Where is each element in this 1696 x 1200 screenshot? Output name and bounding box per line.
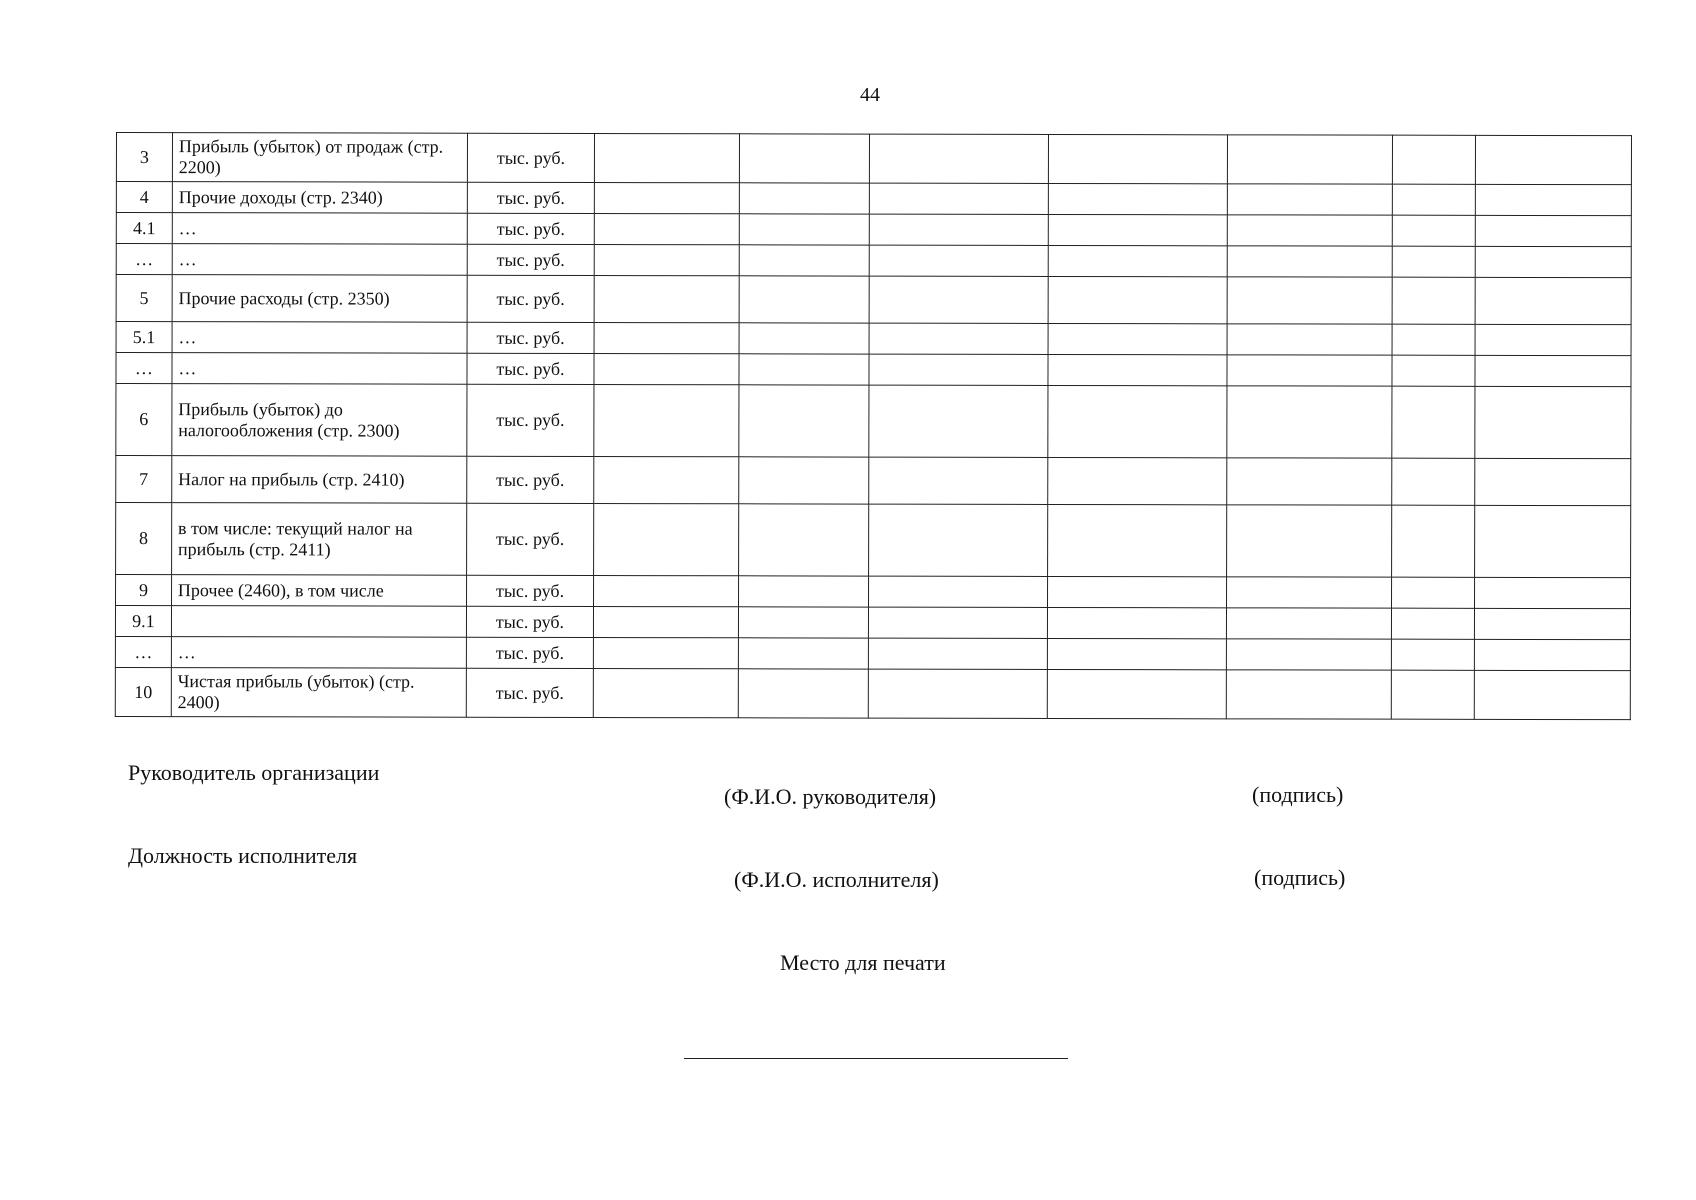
row-unit: тыс. руб. — [467, 133, 594, 182]
value-cell — [1474, 458, 1631, 505]
row-unit: тыс. руб. — [466, 575, 593, 606]
value-cell — [869, 134, 1048, 183]
row-indicator: Налог на прибыль (стр. 2410) — [172, 456, 467, 504]
value-cell — [594, 354, 739, 385]
row-number: 4.1 — [116, 213, 172, 244]
value-cell — [1047, 576, 1226, 607]
stamp-place-label: Место для печати — [780, 950, 946, 975]
executor-name-caption: (Ф.И.О. исполнителя) — [734, 867, 939, 892]
value-cell — [594, 276, 739, 323]
row-number: 3 — [116, 133, 172, 182]
value-cell — [1392, 184, 1475, 215]
value-cell — [594, 385, 739, 457]
row-indicator: в том числе: текущий налог на прибыль (стр. 2411) — [171, 503, 466, 576]
value-cell — [1227, 246, 1392, 277]
row-number: 5 — [116, 275, 172, 322]
row-number: 5.1 — [116, 322, 172, 353]
value-cell — [740, 276, 870, 323]
table-row — [116, 456, 1631, 506]
value-cell — [1392, 246, 1475, 277]
row-indicator: Прочее (2460), в том числе — [171, 575, 466, 607]
row-unit: тыс. руб. — [466, 637, 593, 668]
value-cell — [1227, 184, 1392, 215]
row-unit: тыс. руб. — [466, 668, 593, 717]
row-unit: тыс. руб. — [467, 244, 594, 275]
value-cell — [1392, 458, 1475, 505]
table-row — [116, 213, 1631, 247]
table-row — [116, 353, 1631, 387]
row-number: … — [116, 244, 172, 275]
value-cell — [1227, 215, 1392, 246]
row-number: 4 — [116, 182, 172, 213]
value-cell — [1475, 215, 1632, 246]
row-unit: тыс. руб. — [467, 275, 594, 322]
row-indicator: … — [172, 213, 467, 245]
value-cell — [739, 354, 869, 385]
value-cell — [869, 323, 1048, 354]
row-number: … — [115, 636, 171, 667]
row-number: 8 — [116, 503, 172, 575]
value-cell — [869, 245, 1048, 276]
end-divider-line — [684, 1058, 1068, 1059]
row-indicator: … — [172, 322, 467, 354]
value-cell — [1474, 505, 1631, 577]
value-cell — [1392, 135, 1475, 184]
value-cell — [1474, 577, 1631, 608]
row-number: … — [116, 353, 172, 384]
value-cell — [1391, 577, 1474, 608]
value-cell — [594, 607, 739, 638]
value-cell — [1227, 135, 1392, 184]
value-cell — [739, 504, 869, 576]
value-cell — [1474, 386, 1631, 458]
value-cell — [1226, 670, 1391, 719]
value-cell — [1226, 386, 1391, 458]
value-cell — [1474, 355, 1631, 386]
value-cell — [1048, 385, 1227, 457]
row-number: 9 — [116, 575, 172, 606]
value-cell — [1048, 276, 1227, 323]
row-number: 9.1 — [115, 606, 171, 637]
value-cell — [1226, 577, 1391, 608]
row-indicator: Прибыль (убыток) от продаж (стр. 2200) — [172, 133, 467, 183]
row-number: 6 — [116, 384, 172, 456]
row-indicator: Прибыль (убыток) до налогообложения (стр. 2300) — [172, 384, 467, 457]
table-row — [115, 636, 1630, 670]
value-cell — [868, 607, 1047, 638]
value-cell — [739, 607, 869, 638]
value-cell — [739, 323, 869, 354]
value-cell — [1226, 608, 1391, 639]
value-cell — [1227, 324, 1392, 355]
value-cell — [869, 457, 1048, 504]
row-unit: тыс. руб. — [467, 322, 594, 353]
table-row — [116, 503, 1631, 578]
value-cell — [1227, 277, 1392, 324]
row-unit: тыс. руб. — [467, 456, 594, 503]
value-cell — [868, 638, 1047, 669]
value-cell — [1474, 639, 1631, 670]
value-cell — [1047, 669, 1226, 718]
value-cell — [1048, 134, 1227, 183]
value-cell — [1392, 355, 1475, 386]
row-number: 7 — [116, 456, 172, 503]
value-cell — [1226, 639, 1391, 670]
value-cell — [739, 457, 869, 504]
value-cell — [1392, 215, 1475, 246]
value-cell — [1392, 386, 1475, 458]
value-cell — [869, 504, 1048, 576]
value-cell — [1392, 324, 1475, 355]
value-cell — [1474, 670, 1631, 719]
table-row — [116, 322, 1631, 356]
value-cell — [1048, 323, 1227, 354]
value-cell — [1048, 214, 1227, 245]
head-name-caption: (Ф.И.О. руководителя) — [724, 784, 937, 809]
value-cell — [869, 214, 1048, 245]
value-cell — [1475, 135, 1632, 184]
head-label: Руководитель организации — [128, 760, 380, 785]
value-cell — [1047, 504, 1226, 576]
value-cell — [1392, 277, 1475, 324]
table-row — [116, 182, 1631, 216]
row-indicator: … — [171, 637, 466, 669]
value-cell — [1047, 638, 1226, 669]
value-cell — [740, 183, 870, 214]
row-unit: тыс. руб. — [466, 606, 593, 637]
value-cell — [1226, 458, 1391, 505]
value-cell — [1391, 639, 1474, 670]
value-cell — [1048, 354, 1227, 385]
value-cell — [1391, 670, 1474, 719]
value-cell — [1475, 277, 1632, 324]
value-cell — [1474, 608, 1631, 639]
table-row — [116, 384, 1631, 459]
value-cell — [739, 576, 869, 607]
row-unit: тыс. руб. — [467, 213, 594, 244]
value-cell — [868, 669, 1047, 718]
table-row — [116, 244, 1631, 278]
value-cell — [594, 214, 739, 245]
value-cell — [740, 214, 870, 245]
row-unit: тыс. руб. — [466, 503, 594, 575]
row-indicator — [171, 606, 466, 638]
value-cell — [869, 576, 1048, 607]
table-row — [116, 133, 1631, 185]
value-cell — [869, 276, 1048, 323]
value-cell — [1048, 245, 1227, 276]
row-number: 10 — [115, 667, 171, 716]
row-indicator: Прочие доходы (стр. 2340) — [172, 182, 467, 214]
row-unit: тыс. руб. — [467, 182, 594, 213]
value-cell — [594, 457, 739, 504]
row-unit: тыс. руб. — [467, 384, 595, 456]
table-row — [115, 606, 1630, 640]
value-cell — [1048, 183, 1227, 214]
value-cell — [1391, 608, 1474, 639]
value-cell — [1226, 355, 1391, 386]
value-cell — [1391, 505, 1474, 577]
table-row — [115, 667, 1630, 719]
value-cell — [1475, 246, 1632, 277]
row-indicator: … — [172, 353, 467, 385]
row-indicator: … — [172, 244, 467, 276]
page-number: 44 — [860, 84, 880, 106]
value-cell — [740, 245, 870, 276]
value-cell — [593, 669, 738, 718]
value-cell — [594, 576, 739, 607]
value-cell — [1047, 457, 1226, 504]
row-indicator: Чистая прибыль (убыток) (стр. 2400) — [171, 668, 466, 718]
value-cell — [869, 354, 1048, 385]
value-cell — [1475, 324, 1632, 355]
value-cell — [869, 183, 1048, 214]
value-cell — [739, 638, 869, 669]
financial-results-table — [115, 132, 1632, 720]
value-cell — [594, 323, 739, 354]
value-cell — [740, 134, 870, 183]
value-cell — [739, 669, 869, 718]
value-cell — [595, 183, 740, 214]
row-unit: тыс. руб. — [467, 353, 594, 384]
value-cell — [594, 245, 739, 276]
value-cell — [1047, 607, 1226, 638]
row-indicator: Прочие расходы (стр. 2350) — [172, 275, 467, 323]
value-cell — [594, 638, 739, 669]
head-signature-caption: (подпись) — [1252, 782, 1344, 807]
table-row — [116, 275, 1631, 325]
value-cell — [1226, 505, 1391, 577]
value-cell — [595, 134, 740, 183]
executor-label: Должность исполнителя — [128, 843, 358, 868]
value-cell — [869, 385, 1048, 457]
value-cell — [594, 504, 739, 576]
value-cell — [739, 385, 869, 457]
value-cell — [1475, 184, 1632, 215]
table-row — [116, 575, 1631, 609]
executor-signature-caption: (подпись) — [1254, 865, 1346, 890]
